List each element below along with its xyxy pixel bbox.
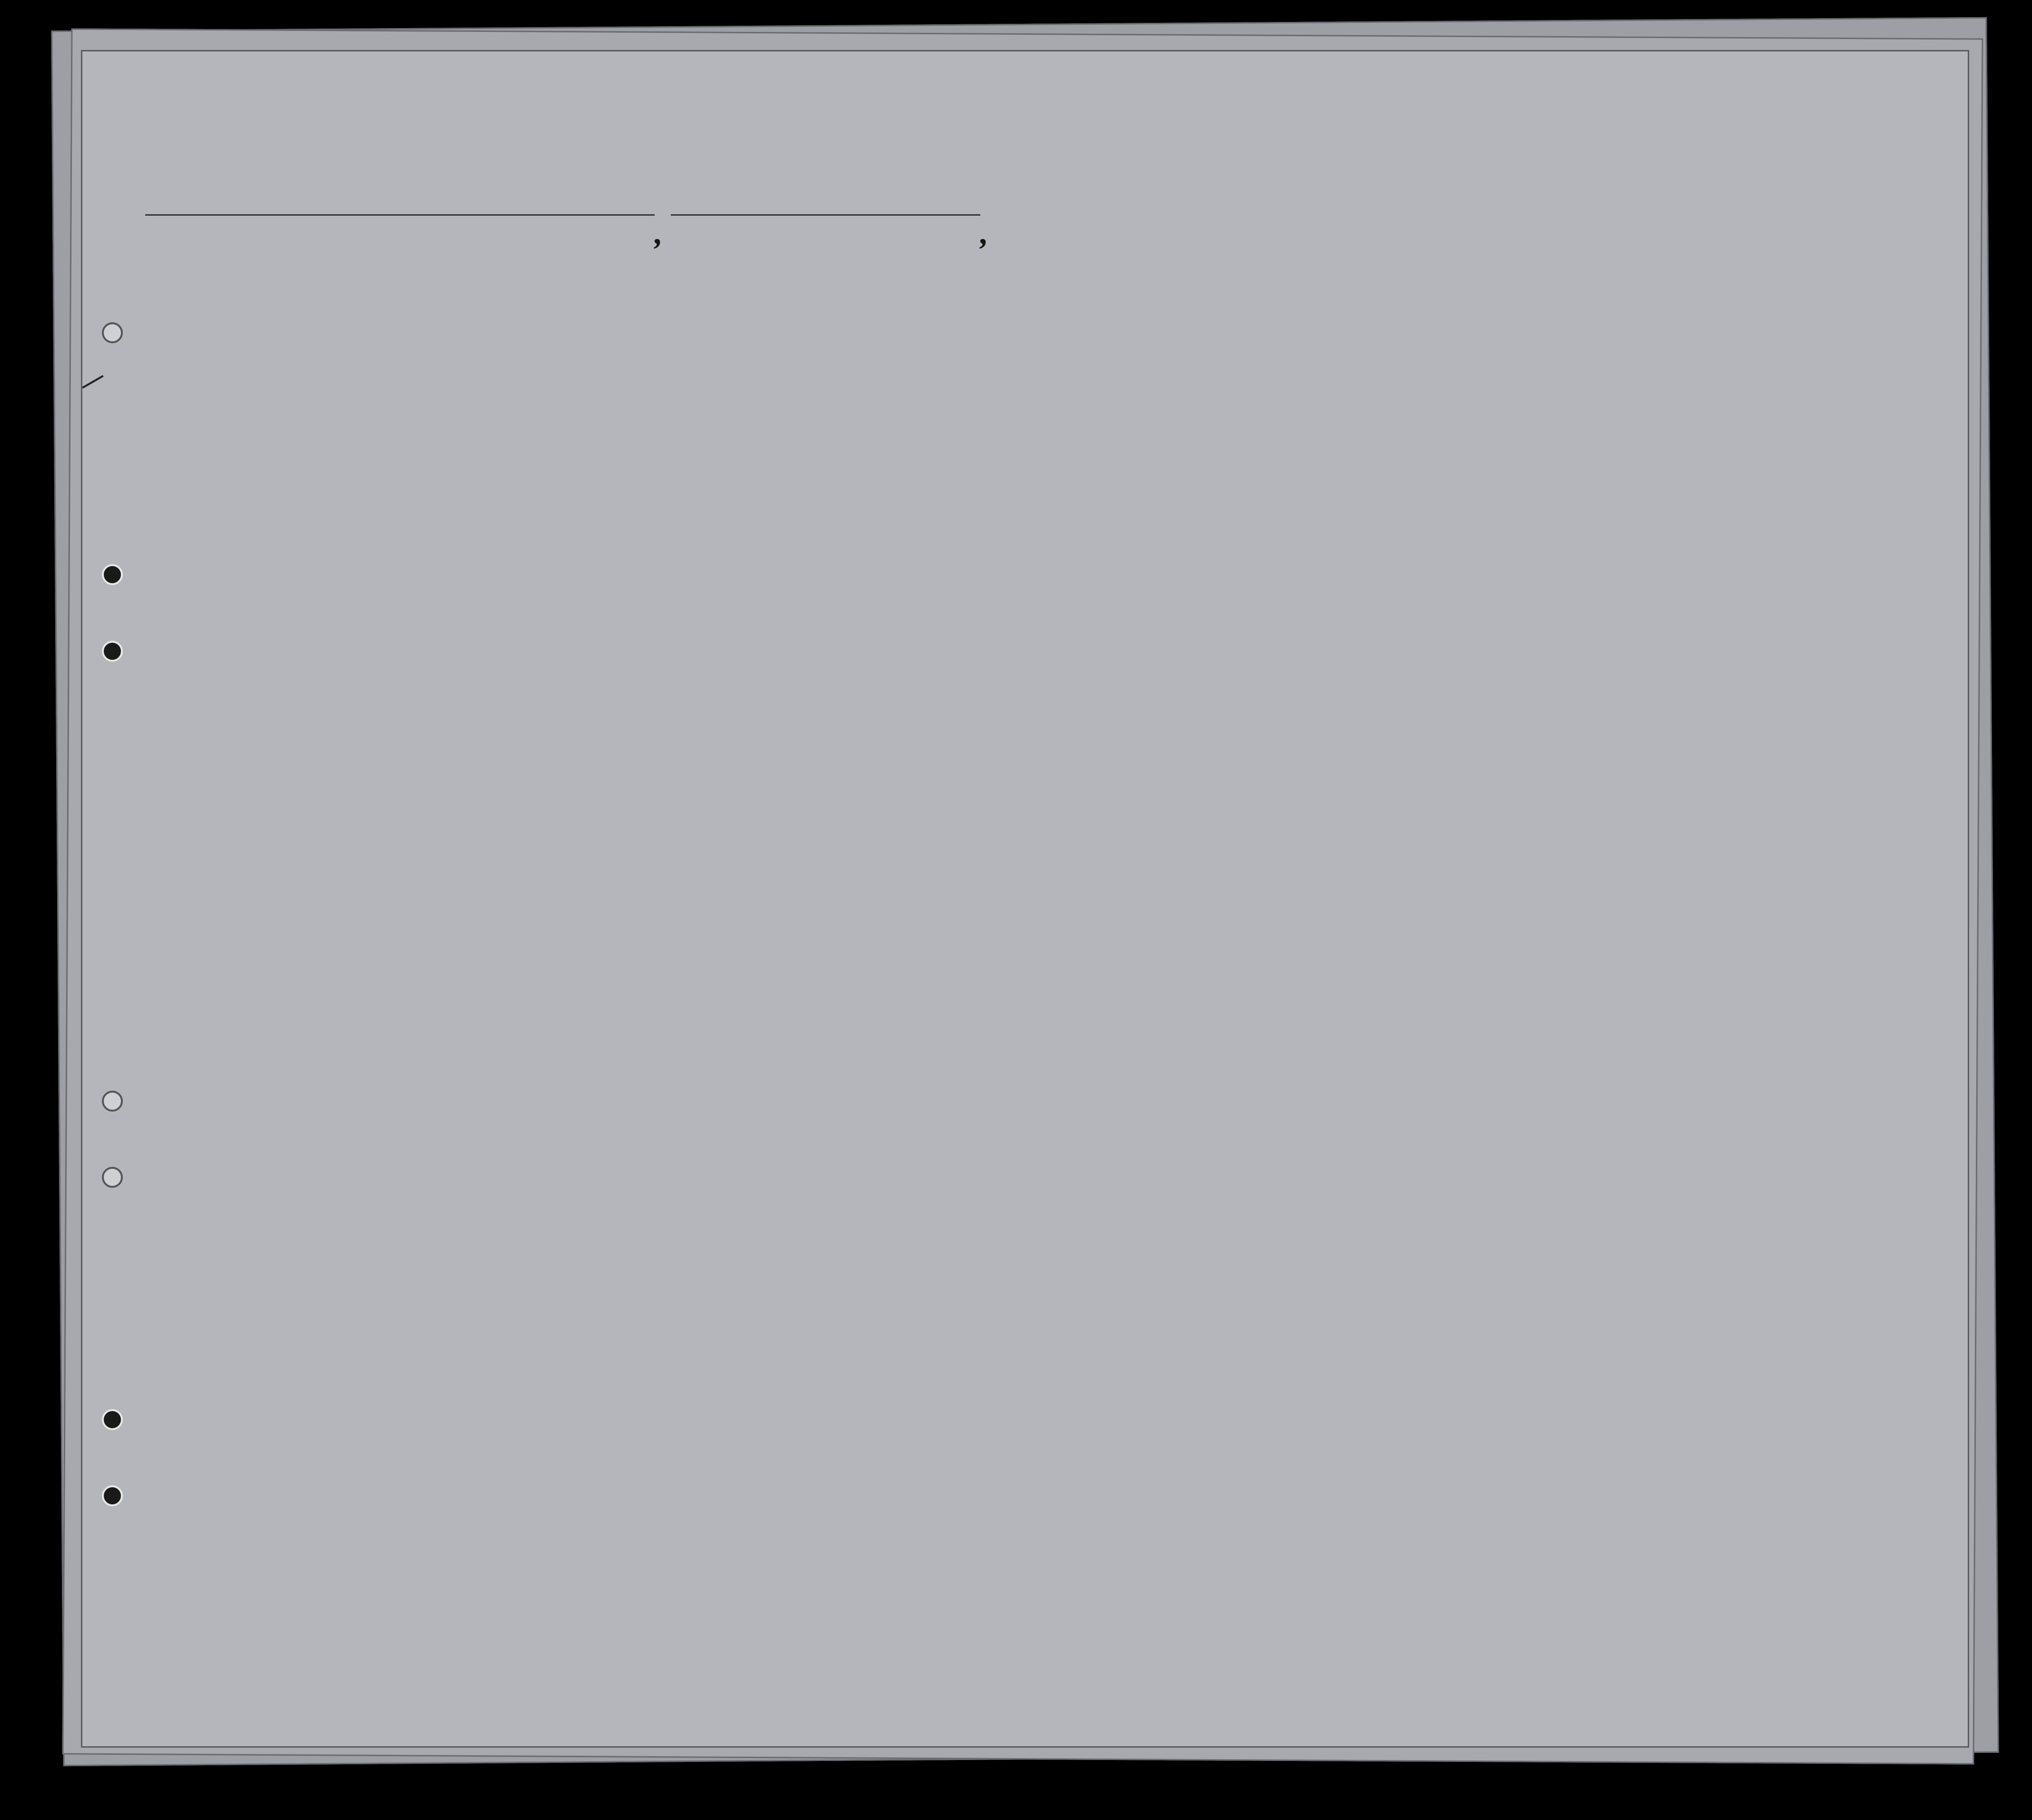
- binder-hole: [102, 322, 123, 343]
- header-passage-paid: [633, 324, 724, 328]
- header-fifty-dollars: [727, 305, 753, 419]
- header-q28: [1386, 305, 1448, 424]
- header-prison: [1290, 305, 1334, 424]
- binder-hole: [102, 1091, 123, 1112]
- binder-hole: [102, 1167, 123, 1188]
- binder-hole: [102, 1485, 123, 1506]
- header-anarchist: [1361, 305, 1385, 424]
- header-q30: [1476, 305, 1500, 424]
- header-q31: [1501, 305, 1525, 424]
- header-return-intent: [1180, 328, 1225, 424]
- header-ticket: [601, 305, 629, 419]
- header-feet: [1644, 376, 1684, 424]
- binder-hole: [102, 1409, 123, 1430]
- binder-hole: [102, 564, 123, 585]
- header-length-of-stay: [1227, 328, 1256, 424]
- arriving-line: , ,: [145, 214, 988, 252]
- header-inches: [1685, 376, 1726, 424]
- header-polygamist: [1335, 305, 1359, 424]
- header-q29: [1450, 305, 1474, 424]
- header-citizen-intent: [1258, 328, 1287, 424]
- binder-hole: [102, 641, 123, 662]
